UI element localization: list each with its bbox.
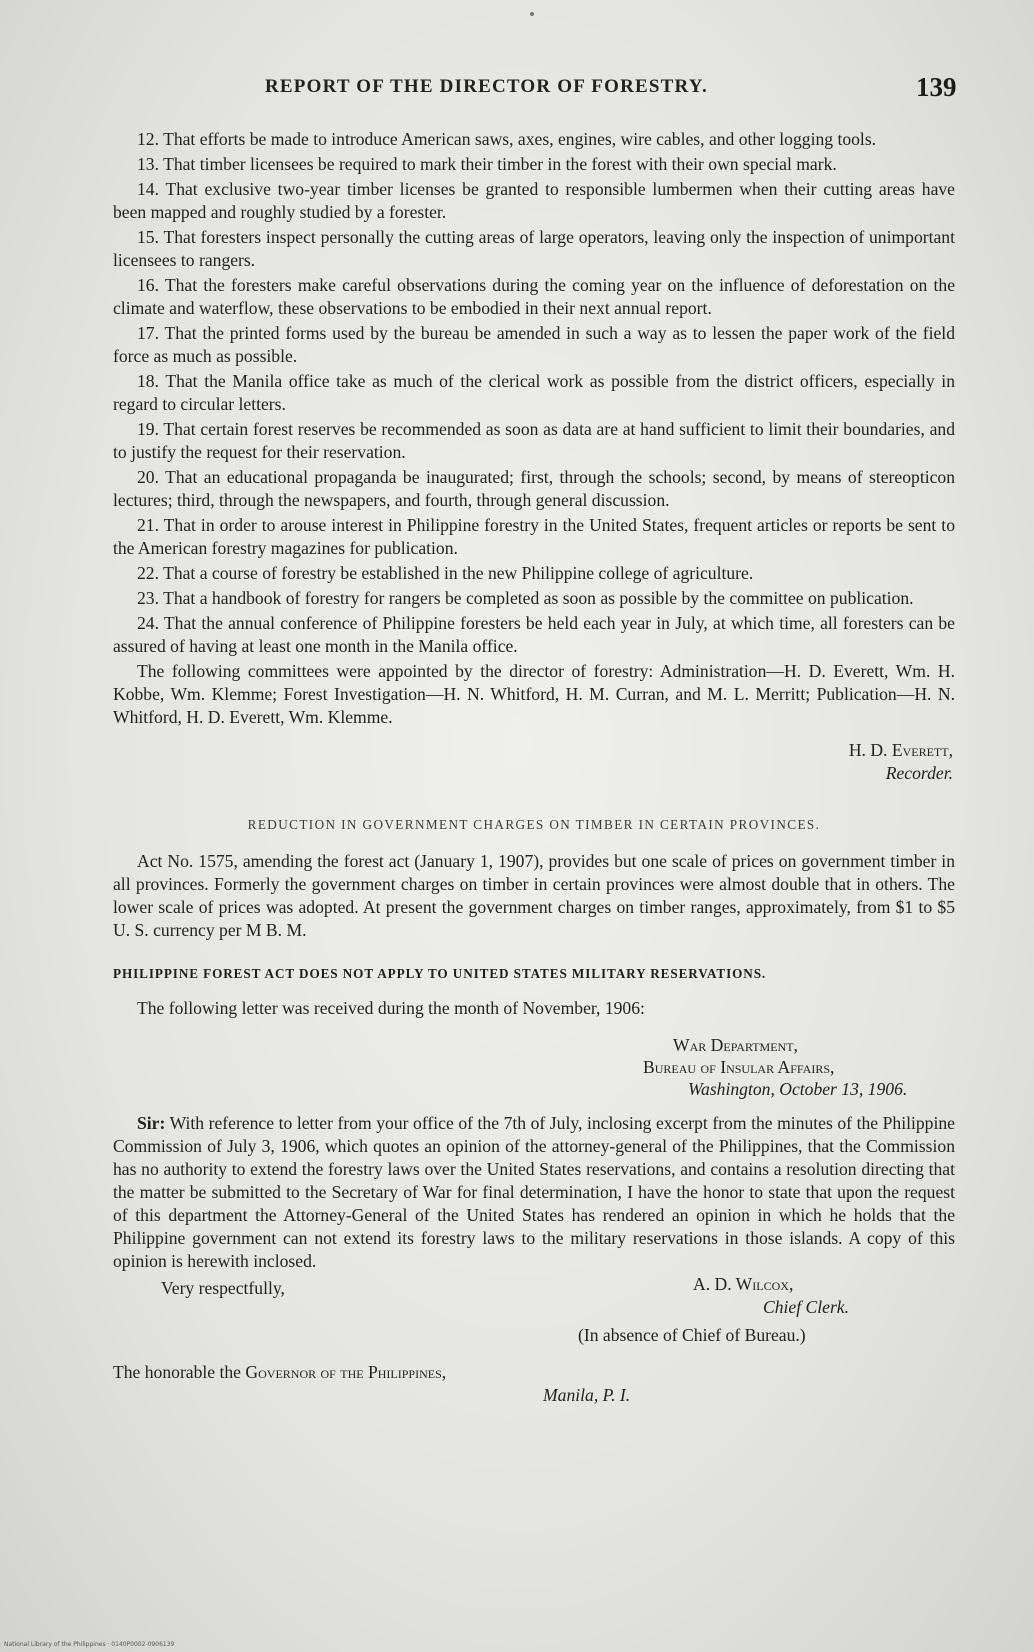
address-line-1: War Department, xyxy=(673,1035,798,1055)
letter-closing: Very respectfully, xyxy=(161,1278,285,1298)
letter-salutation: Sir: xyxy=(137,1113,166,1133)
letter-signer-title: Chief Clerk. xyxy=(763,1297,850,1317)
section-text-reduction: Act No. 1575, amending the forest act (January 1, 1907), provides but one scale of prices on government timber in all provinces. Formerly the government charges on timber in certain provinces were almost double that in others. The lower scale of prices was adopted. At present the government charges on timber ranges, approximately, from $1 to $5 U. S. currency per M B. M. xyxy=(113,851,955,940)
recommendation-24: 24. That the annual conference of Philippine foresters be held each year in July, at which time, all foresters can be assured of having at least one month in the Manila office. xyxy=(113,613,955,656)
addressee-line xyxy=(113,1361,955,1384)
page-body xyxy=(113,128,955,1407)
committees-paragraph: The following committees were appointed by the director of forestry: Administration—H. D. Everett, Wm. H. Kobbe, Wm. Klemme; Forest Investigation—H. N. Whitford, H. M. Curran, and M. L. Merritt; Publication—H. N. Whitford, H. D. Everett, Wm. Klemme. xyxy=(113,661,955,727)
address-line-3: Washington, October 13, 1906. xyxy=(688,1079,908,1099)
recommendation-21: 21. That in order to arouse interest in Philippine forestry in the United States, frequent articles or reports be sent to the American forestry magazines for publication. xyxy=(113,515,955,558)
page-header xyxy=(0,70,1034,104)
recommendation-15: 15. That foresters inspect personally the cutting areas of large operators, leaving only the inspection of unimportant licensees to rangers. xyxy=(113,227,955,270)
letter-addressee xyxy=(113,1361,955,1407)
recommendation-14: 14. That exclusive two-year timber licenses be granted to responsible lumbermen when their cutting areas have been mapped and roughly studied by a forester. xyxy=(113,179,955,222)
page-number: 139 xyxy=(916,72,957,102)
addressee-prefix: The honorable the xyxy=(113,1362,241,1382)
recommendation-13: 13. That timber licensees be required to mark their timber in the forest with their own special mark. xyxy=(137,154,837,174)
letter-intro: The following letter was received during the month of November, 1906: xyxy=(137,998,645,1018)
recommendation-18: 18. That the Manila office take as much of the clerical work as possible from the district officers, especially in regard to circular letters. xyxy=(113,371,955,414)
letter-address xyxy=(113,1034,955,1100)
recorder-signature xyxy=(113,739,955,785)
recommendation-23: 23. That a handbook of forestry for rangers be completed as soon as possible by the committee on publication. xyxy=(137,588,914,608)
recommendation-17: 17. That the printed forms used by the bureau be amended in such a way as to lessen the paper work of the field force as much as possible. xyxy=(113,323,955,366)
addressee-name: Governor of the Philippines, xyxy=(245,1362,447,1382)
scan-mark xyxy=(530,12,534,16)
letter-close xyxy=(113,1274,955,1351)
recorder-title: Recorder. xyxy=(885,763,953,783)
recommendation-22: 22. That a course of forestry be established in the new Philippine college of agriculture. xyxy=(137,563,754,583)
addressee-place: Manila, P. I. xyxy=(543,1385,631,1405)
letter-absence-note: (In absence of Chief of Bureau.) xyxy=(578,1325,806,1345)
recommendation-19: 19. That certain forest reserves be recommended as soon as data are at hand sufficient to limit their boundaries, and to justify the request for their reservation. xyxy=(113,419,955,462)
letter-body xyxy=(113,1112,955,1273)
section-title-military: PHILIPPINE FOREST ACT DOES NOT APPLY TO UNITED STATES MILITARY RESERVATIONS. xyxy=(113,966,767,981)
scan-footer-note: National Library of the Philippines · 0140P0002-0906139 xyxy=(4,1641,175,1648)
letter-text: With reference to letter from your office of the 7th of July, inclosing excerpt from the minutes of the Philippine Commission of July 3, 1906, which quotes an opinion of the attorney-general of the Philippines, that the Commission has no authority to extend the forestry laws over the United States reservations, and contains a resolution directing that the matter be submitted to the Secretary of War for final determination, I have the honor to state that upon the request of this department the Attorney-General of the United States has rendered an opinion in which he holds that the Philippine government can not extend its forestry laws to the military reservations in those islands. A copy of this opinion is herewith inclosed. xyxy=(113,1113,955,1271)
section-title-reduction: REDUCTION IN GOVERNMENT CHARGES ON TIMBER IN CERTAIN PROVINCES. xyxy=(247,817,821,832)
address-line-2: Bureau of Insular Affairs, xyxy=(643,1057,835,1077)
recommendation-20: 20. That an educational propaganda be inaugurated; first, through the schools; second, by means of stereopticon lectures; third, through the newspapers, and fourth, through general discussion. xyxy=(113,467,955,510)
recommendation-16: 16. That the foresters make careful observations during the coming year on the influence of deforestation on the climate and waterflow, these observations to be embodied in their next annual report. xyxy=(113,275,955,318)
recommendation-12: 12. That efforts be made to introduce American saws, axes, engines, wire cables, and other logging tools. xyxy=(137,129,877,149)
running-head: REPORT OF THE DIRECTOR OF FORESTRY. xyxy=(265,76,708,97)
recorder-name: H. D. Everett, xyxy=(848,740,953,760)
letter-signer: A. D. Wilcox, xyxy=(693,1274,794,1294)
